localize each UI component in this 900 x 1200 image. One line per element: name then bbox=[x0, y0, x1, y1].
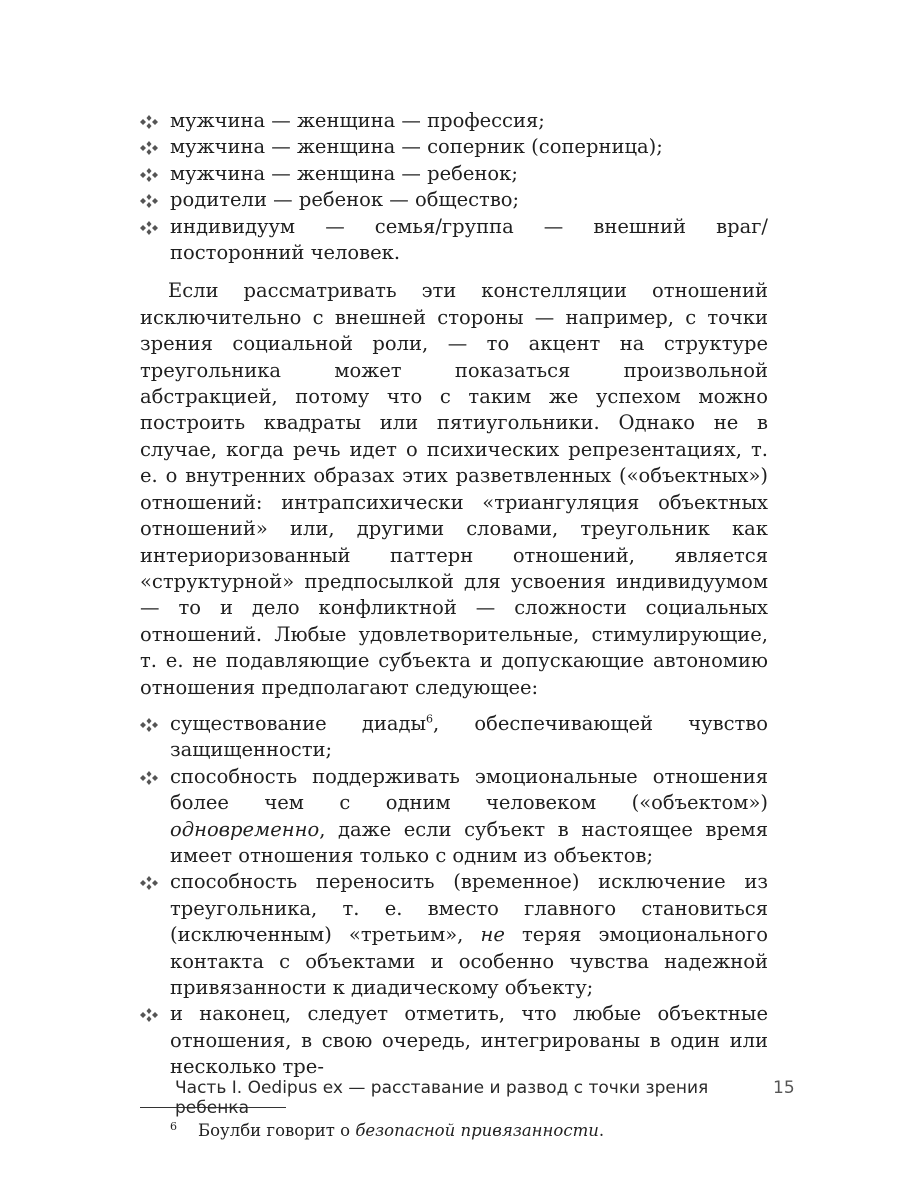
list-item bbox=[140, 214, 768, 267]
list-item-text: способность переносить (временное) исключение из треугольника, т. е. вместо главного становиться (исключенным) «третьим», bbox=[170, 870, 768, 947]
diamond-bullet-icon bbox=[140, 1008, 158, 1022]
diamond-bullet-icon bbox=[140, 771, 158, 785]
bullet-list-conditions bbox=[140, 711, 768, 1081]
emphasis-text: не bbox=[480, 923, 505, 947]
footnote-text bbox=[198, 1120, 768, 1142]
footnote bbox=[140, 1120, 768, 1142]
page-body bbox=[140, 108, 768, 1142]
diamond-bullet-icon bbox=[140, 221, 158, 235]
list-item-text: и наконец, следует отметить, что любые объектные отношения, в свою очередь, интегрированы в один или несколько тре- bbox=[170, 1002, 768, 1079]
list-item-text: мужчина — женщина — ребенок; bbox=[170, 161, 518, 185]
diamond-bullet-icon bbox=[140, 141, 158, 155]
list-item bbox=[140, 108, 768, 134]
list-item bbox=[140, 134, 768, 160]
list-item bbox=[140, 1001, 768, 1080]
list-item bbox=[140, 764, 768, 870]
footnote-reference[interactable]: 6 bbox=[426, 712, 433, 726]
diamond-bullet-icon bbox=[140, 194, 158, 208]
list-item bbox=[140, 187, 768, 213]
list-item bbox=[140, 161, 768, 187]
list-item bbox=[140, 711, 768, 764]
diamond-bullet-icon bbox=[140, 876, 158, 890]
list-item-text: теряя эмоционального контакта с объектами и особенно чувства надежной привязанности к диадическому объекту; bbox=[170, 923, 768, 999]
chapter-title: Часть I. Oedipus ex — расставание и развод с точки зрения ребенка bbox=[175, 1078, 709, 1118]
list-item-text: , даже если субъект в настоящее время имеет отношения только с одним из объектов; bbox=[170, 817, 768, 867]
diamond-bullet-icon bbox=[140, 168, 158, 182]
list-item-text: существование диады bbox=[170, 711, 426, 735]
emphasis-text: одновременно bbox=[170, 817, 320, 841]
diamond-bullet-icon bbox=[140, 115, 158, 129]
list-item-text: способность поддерживать эмоциональные отношения более чем с одним человеком («объектом») bbox=[170, 764, 768, 815]
footnote-number: 6 bbox=[170, 1119, 177, 1133]
list-item-text: родители — ребенок — общество; bbox=[170, 188, 520, 212]
body-paragraph: Если рассматривать эти констелляции отношений исключительно с внешней стороны — например, с точки зрения социальной роли, — то акцент на структуре треугольника может показаться произвольной абстракцией, потому что с таким же успехом можно построить квадраты или пятиугольники. Однако не в случае, когда речь идет о психических репрезентациях, т. е. о внутренних образах этих разветвленных («объектных») отношений: интрапсихически «триангуляция объектных отношений» или, другими словами, треугольник как интериоризованный паттерн отношений, является «структурной» предпосылкой для усвоения индивидуумом — то и дело конфликтной — сложности социальных отношений. Любые удовлетворительные, стимулирующие, т. е. не подавляющие субъекта и допускающие автономию отношения предполагают следующее: bbox=[140, 279, 768, 699]
page-number: 15 bbox=[773, 1078, 795, 1098]
running-footer bbox=[175, 1078, 795, 1118]
footnote-text-part: Боулби говорит о bbox=[198, 1120, 356, 1140]
emphasis-text: безопасной привязанности bbox=[355, 1120, 599, 1140]
list-item-text: мужчина — женщина — соперник (соперница); bbox=[170, 135, 663, 159]
diamond-bullet-icon bbox=[140, 718, 158, 732]
bullet-list-relations bbox=[140, 108, 768, 266]
list-item-text: , обеспечивающей чувство защищенности; bbox=[170, 711, 769, 762]
list-item-text: мужчина — женщина — профессия; bbox=[170, 109, 545, 132]
footnote-text-part: . bbox=[598, 1120, 605, 1140]
list-item bbox=[140, 869, 768, 1001]
list-item-text: индивидуум — семья/группа — внешний враг/посторонний человек. bbox=[170, 214, 768, 265]
